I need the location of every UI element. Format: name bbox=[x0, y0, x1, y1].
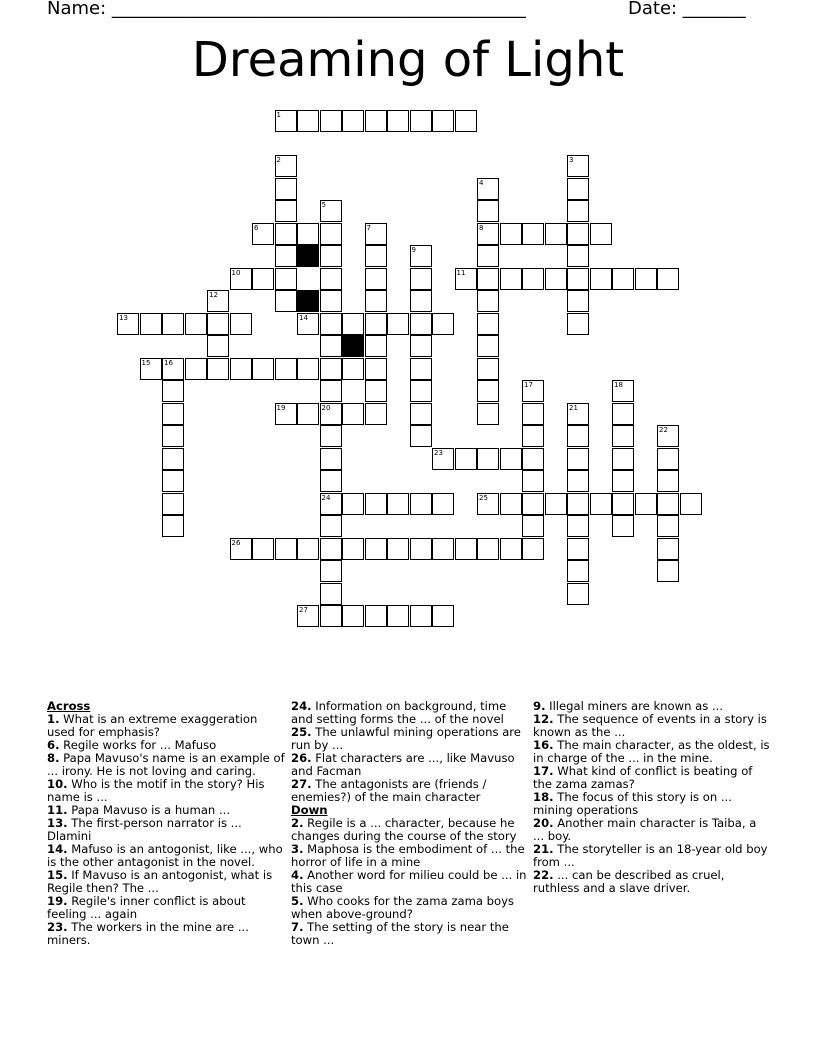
crossword-cell-9[interactable] bbox=[410, 245, 432, 267]
crossword-cell[interactable] bbox=[410, 425, 432, 447]
crossword-cell[interactable] bbox=[567, 290, 589, 312]
crossword-cell-19[interactable] bbox=[275, 403, 297, 425]
crossword-cell[interactable] bbox=[365, 538, 387, 560]
crossword-cell[interactable] bbox=[342, 605, 364, 627]
crossword-cell[interactable] bbox=[567, 560, 589, 582]
across-heading: Across bbox=[47, 699, 91, 713]
crossword-cell[interactable] bbox=[522, 223, 544, 245]
crossword-cell[interactable] bbox=[275, 358, 297, 380]
crossword-cell[interactable] bbox=[410, 335, 432, 357]
clue-down-12: 12. The sequence of events in a story is known as the ... bbox=[533, 712, 767, 739]
crossword-cell[interactable] bbox=[320, 583, 342, 605]
cell-number: 13 bbox=[119, 313, 128, 322]
cell-number: 27 bbox=[299, 606, 308, 614]
crossword-cell[interactable] bbox=[365, 358, 387, 380]
crossword-cell[interactable] bbox=[567, 200, 589, 222]
crossword-cell[interactable] bbox=[500, 448, 522, 470]
crossword-cell[interactable] bbox=[320, 448, 342, 470]
crossword-cell[interactable] bbox=[320, 335, 342, 357]
crossword-cell[interactable] bbox=[612, 268, 634, 290]
clue-down-3: 3. Maphosa is the embodiment of ... the horror of life in a mine bbox=[291, 842, 525, 869]
crossword-cell[interactable] bbox=[612, 515, 634, 537]
crossword-cell[interactable] bbox=[410, 380, 432, 402]
crossword-cell[interactable] bbox=[545, 493, 567, 515]
crossword-cell[interactable] bbox=[522, 448, 544, 470]
cell-number: 22 bbox=[659, 426, 668, 434]
crossword-cell[interactable] bbox=[320, 313, 342, 335]
crossword-cell[interactable] bbox=[522, 470, 544, 492]
clue-across-26: 26. Flat characters are ..., like Mavuso and Facman bbox=[291, 751, 515, 778]
cell-number: 24 bbox=[321, 493, 331, 502]
clue-across-13: 13. The first-person narrator is ... Dlamini bbox=[47, 816, 242, 843]
crossword-cell-7[interactable] bbox=[365, 223, 387, 245]
clue-across-11: 11. Papa Mavuso is a human ... bbox=[47, 803, 231, 817]
crossword-cell[interactable] bbox=[635, 493, 657, 515]
clue-across-15: 15. If Mavuso is an antogonist, what is Regile then? The ... bbox=[47, 868, 273, 895]
crossword-cell[interactable] bbox=[320, 290, 342, 312]
crossword-cell[interactable] bbox=[612, 493, 634, 515]
crossword-cell[interactable] bbox=[320, 560, 342, 582]
cell-number: 9 bbox=[411, 246, 416, 254]
crossword-cell[interactable] bbox=[657, 470, 679, 492]
crossword-cell[interactable] bbox=[320, 380, 342, 402]
crossword-cell-14[interactable] bbox=[297, 313, 319, 335]
clue-across-14: 14. Mafuso is an antogonist, like ..., who is the other antagonist in the novel. bbox=[47, 842, 283, 869]
crossword-cell-27[interactable] bbox=[297, 605, 319, 627]
crossword-cell-8[interactable] bbox=[477, 223, 499, 245]
crossword-cell[interactable] bbox=[567, 313, 589, 335]
crossword-cell[interactable] bbox=[365, 268, 387, 290]
crossword-cell[interactable] bbox=[567, 538, 589, 560]
crossword-cell[interactable] bbox=[477, 448, 499, 470]
crossword-cell-18[interactable] bbox=[612, 380, 634, 402]
crossword-cell[interactable] bbox=[567, 470, 589, 492]
crossword-cell[interactable] bbox=[162, 448, 184, 470]
crossword-cell[interactable] bbox=[387, 605, 409, 627]
crossword-cell[interactable] bbox=[657, 448, 679, 470]
clues-column-1 bbox=[47, 700, 285, 947]
crossword-cell[interactable] bbox=[320, 470, 342, 492]
crossword-cell[interactable] bbox=[455, 110, 477, 132]
cell-number: 20 bbox=[321, 403, 331, 412]
down-heading: Down bbox=[291, 803, 328, 817]
clue-down-22: 22. ... can be described as cruel, ruthless and a slave driver. bbox=[533, 868, 725, 895]
crossword-cell[interactable] bbox=[410, 605, 432, 627]
crossword-cell[interactable] bbox=[522, 268, 544, 290]
crossword-cell[interactable] bbox=[320, 425, 342, 447]
crossword-cell[interactable] bbox=[567, 425, 589, 447]
crossword-cell[interactable] bbox=[477, 290, 499, 312]
crossword-cell[interactable] bbox=[612, 448, 634, 470]
crossword-cell[interactable] bbox=[567, 515, 589, 537]
crossword-cell[interactable] bbox=[522, 403, 544, 425]
crossword-cell[interactable] bbox=[207, 313, 229, 335]
crossword-cell[interactable] bbox=[230, 313, 252, 335]
crossword-cell[interactable] bbox=[522, 493, 544, 515]
cell-number: 21 bbox=[569, 403, 578, 412]
crossword-cell[interactable] bbox=[162, 313, 184, 335]
crossword-cell[interactable] bbox=[320, 268, 342, 290]
clue-down-21: 21. The storyteller is an 18-year old boy from ... bbox=[533, 842, 768, 869]
crossword-cell[interactable] bbox=[365, 290, 387, 312]
clue-across-27: 27. The antagonists are (friends / enemies?) of the main character bbox=[291, 777, 487, 804]
crossword-cell[interactable] bbox=[410, 290, 432, 312]
crossword-cell[interactable] bbox=[320, 223, 342, 245]
crossword-cell[interactable] bbox=[275, 290, 297, 312]
crossword-cell[interactable] bbox=[252, 268, 274, 290]
crossword-cell[interactable] bbox=[387, 313, 409, 335]
crossword-cell[interactable] bbox=[275, 268, 297, 290]
cell-number: 25 bbox=[479, 493, 488, 502]
crossword-cell[interactable] bbox=[275, 245, 297, 267]
crossword-cell[interactable] bbox=[342, 403, 364, 425]
crossword-cell[interactable] bbox=[612, 425, 634, 447]
crossword-cell[interactable] bbox=[567, 448, 589, 470]
crossword-cell[interactable] bbox=[590, 223, 612, 245]
clue-across-6: 6. Regile works for ... Mafuso bbox=[47, 738, 217, 752]
crossword-cell[interactable] bbox=[320, 515, 342, 537]
crossword-cell[interactable] bbox=[657, 268, 679, 290]
cell-number: 1 bbox=[276, 111, 281, 119]
cell-number: 26 bbox=[231, 538, 241, 547]
clue-across-25: 25. The unlawful mining operations are run by ... bbox=[291, 725, 521, 752]
crossword-cell[interactable] bbox=[185, 358, 207, 380]
crossword-cell-25[interactable] bbox=[477, 493, 499, 515]
crossword-cell[interactable] bbox=[567, 583, 589, 605]
cell-number: 10 bbox=[231, 268, 241, 277]
crossword-cell[interactable] bbox=[522, 515, 544, 537]
crossword-cell[interactable] bbox=[320, 245, 342, 267]
cell-number: 8 bbox=[479, 223, 484, 232]
crossword-cell[interactable] bbox=[545, 268, 567, 290]
crossword-cell[interactable] bbox=[342, 493, 364, 515]
crossword-cell[interactable] bbox=[567, 245, 589, 267]
crossword-cell[interactable] bbox=[275, 178, 297, 200]
black-square bbox=[342, 335, 364, 357]
crossword-cell[interactable] bbox=[252, 358, 274, 380]
crossword-cell-21[interactable] bbox=[567, 403, 589, 425]
crossword-cell[interactable] bbox=[140, 313, 162, 335]
crossword-cell[interactable] bbox=[657, 538, 679, 560]
crossword-cell-26[interactable] bbox=[230, 538, 252, 560]
crossword-cell[interactable] bbox=[657, 493, 679, 515]
crossword-cell[interactable] bbox=[477, 538, 499, 560]
clue-across-8: 8. Papa Mavuso's name is an example of ... irony. He is not loving and caring. bbox=[47, 751, 285, 778]
crossword-cell[interactable] bbox=[432, 538, 454, 560]
crossword-cell-10[interactable] bbox=[230, 268, 252, 290]
name-field-label: Name: ______________________________________________ bbox=[47, 0, 526, 19]
crossword-cell[interactable] bbox=[410, 313, 432, 335]
cell-number: 6 bbox=[254, 223, 259, 232]
crossword-cell[interactable] bbox=[590, 493, 612, 515]
crossword-cell-12[interactable] bbox=[207, 290, 229, 312]
cell-number: 4 bbox=[479, 178, 484, 187]
crossword-cell[interactable] bbox=[297, 110, 319, 132]
crossword-cell[interactable] bbox=[477, 403, 499, 425]
crossword-cell[interactable] bbox=[387, 493, 409, 515]
crossword-cell[interactable] bbox=[162, 403, 184, 425]
clue-down-20: 20. Another main character is Taiba, a ... boy. bbox=[533, 816, 757, 843]
crossword-cell[interactable] bbox=[477, 313, 499, 335]
cell-number: 11 bbox=[456, 268, 466, 277]
crossword-cell-15[interactable] bbox=[140, 358, 162, 380]
crossword-cell[interactable] bbox=[477, 358, 499, 380]
clue-down-7: 7. The setting of the story is near the town ... bbox=[291, 920, 509, 947]
crossword-cell[interactable] bbox=[387, 538, 409, 560]
crossword-cell[interactable] bbox=[252, 538, 274, 560]
date-field-label: Date: _______ bbox=[628, 0, 746, 19]
clue-down-4: 4. Another word for milieu could be ... in this case bbox=[291, 868, 527, 895]
crossword-cell[interactable] bbox=[612, 470, 634, 492]
crossword-cell[interactable] bbox=[567, 178, 589, 200]
crossword-cell[interactable] bbox=[522, 425, 544, 447]
crossword-cell[interactable] bbox=[365, 380, 387, 402]
crossword-cell[interactable] bbox=[162, 425, 184, 447]
crossword-cell-22[interactable] bbox=[657, 425, 679, 447]
clue-across-10: 10. Who is the motif in the story? His name is ... bbox=[47, 777, 265, 804]
crossword-cell[interactable] bbox=[680, 493, 702, 515]
crossword-cell[interactable] bbox=[275, 223, 297, 245]
crossword-cell-6[interactable] bbox=[252, 223, 274, 245]
clues-column-3 bbox=[533, 700, 771, 895]
crossword-cell[interactable] bbox=[365, 245, 387, 267]
crossword-cell[interactable] bbox=[387, 110, 409, 132]
clue-across-1: 1. What is an extreme exaggeration used for emphasis? bbox=[47, 712, 258, 739]
crossword-cell-1[interactable] bbox=[275, 110, 297, 132]
crossword-cell[interactable] bbox=[342, 110, 364, 132]
crossword-cell[interactable] bbox=[410, 538, 432, 560]
crossword-cell[interactable] bbox=[342, 313, 364, 335]
crossword-cell-16[interactable] bbox=[162, 358, 184, 380]
cell-number: 15 bbox=[141, 358, 151, 367]
crossword-cell[interactable] bbox=[455, 538, 477, 560]
crossword-cell[interactable] bbox=[365, 313, 387, 335]
crossword-cell[interactable] bbox=[657, 560, 679, 582]
cell-number: 3 bbox=[569, 156, 574, 164]
crossword-cell[interactable] bbox=[432, 605, 454, 627]
clue-down-18: 18. The focus of this story is on ... mining operations bbox=[533, 790, 732, 817]
crossword-cell[interactable] bbox=[162, 380, 184, 402]
crossword-cell[interactable] bbox=[432, 493, 454, 515]
crossword-cell[interactable] bbox=[275, 200, 297, 222]
crossword-cell[interactable] bbox=[477, 380, 499, 402]
crossword-cell[interactable] bbox=[567, 268, 589, 290]
crossword-cell[interactable] bbox=[477, 200, 499, 222]
crossword-cell-24[interactable] bbox=[320, 493, 342, 515]
crossword-cell[interactable] bbox=[410, 268, 432, 290]
crossword-cell[interactable] bbox=[320, 358, 342, 380]
crossword-cell[interactable] bbox=[297, 358, 319, 380]
clue-down-17: 17. What kind of conflict is beating of the zama zamas? bbox=[533, 764, 753, 791]
crossword-cell[interactable] bbox=[342, 358, 364, 380]
crossword-cell[interactable] bbox=[320, 110, 342, 132]
crossword-cell[interactable] bbox=[657, 515, 679, 537]
crossword-cell[interactable] bbox=[365, 493, 387, 515]
crossword-cell[interactable] bbox=[410, 403, 432, 425]
cell-number: 5 bbox=[321, 201, 326, 209]
clue-across-19: 19. Regile's inner conflict is about feeling ... again bbox=[47, 894, 246, 921]
crossword-cell[interactable] bbox=[612, 403, 634, 425]
crossword-cell-11[interactable] bbox=[455, 268, 477, 290]
crossword-cell[interactable] bbox=[207, 358, 229, 380]
crossword-cell[interactable] bbox=[410, 110, 432, 132]
crossword-cell[interactable] bbox=[567, 493, 589, 515]
crossword-cell[interactable] bbox=[567, 223, 589, 245]
crossword-cell[interactable] bbox=[162, 493, 184, 515]
black-square bbox=[297, 290, 319, 312]
crossword-cell[interactable] bbox=[365, 403, 387, 425]
crossword-cell[interactable] bbox=[635, 268, 657, 290]
crossword-cell[interactable] bbox=[432, 313, 454, 335]
crossword-cell[interactable] bbox=[297, 403, 319, 425]
cell-number: 2 bbox=[276, 156, 281, 164]
cell-number: 14 bbox=[299, 313, 308, 322]
crossword-cell[interactable] bbox=[477, 268, 499, 290]
crossword-cell[interactable] bbox=[207, 335, 229, 357]
clues-column-2 bbox=[291, 700, 529, 947]
crossword-cell[interactable] bbox=[365, 605, 387, 627]
cell-number: 12 bbox=[209, 291, 218, 299]
crossword-cell[interactable] bbox=[590, 268, 612, 290]
crossword-cell-23[interactable] bbox=[432, 448, 454, 470]
black-square bbox=[297, 245, 319, 267]
crossword-cell[interactable] bbox=[455, 448, 477, 470]
crossword-cell[interactable] bbox=[410, 358, 432, 380]
crossword-cell[interactable] bbox=[365, 335, 387, 357]
crossword-cell[interactable] bbox=[297, 223, 319, 245]
crossword-cell[interactable] bbox=[162, 470, 184, 492]
cell-number: 19 bbox=[276, 403, 286, 412]
clue-across-23: 23. The workers in the mine are ... miners. bbox=[47, 920, 249, 947]
crossword-cell[interactable] bbox=[297, 538, 319, 560]
crossword-cell[interactable] bbox=[230, 358, 252, 380]
crossword-cell[interactable] bbox=[522, 538, 544, 560]
crossword-cell[interactable] bbox=[477, 245, 499, 267]
crossword-cell[interactable] bbox=[320, 605, 342, 627]
crossword-cell[interactable] bbox=[162, 515, 184, 537]
crossword-cell[interactable] bbox=[477, 335, 499, 357]
crossword-cell[interactable] bbox=[365, 110, 387, 132]
cell-number: 7 bbox=[366, 223, 371, 232]
crossword-cell[interactable] bbox=[500, 223, 522, 245]
clue-across-24: 24. Information on background, time and setting forms the ... of the novel bbox=[291, 699, 507, 726]
crossword-cell[interactable] bbox=[185, 313, 207, 335]
cell-number: 16 bbox=[164, 358, 173, 367]
clue-down-16: 16. The main character, as the oldest, is in charge of the ... in the mine. bbox=[533, 738, 770, 765]
crossword-cell[interactable] bbox=[545, 223, 567, 245]
crossword-cell-2[interactable] bbox=[275, 155, 297, 177]
crossword-cell[interactable] bbox=[320, 538, 342, 560]
cell-number: 18 bbox=[614, 381, 623, 389]
crossword-cell[interactable] bbox=[500, 493, 522, 515]
crossword-cell-17[interactable] bbox=[522, 380, 544, 402]
crossword-cell-20[interactable] bbox=[320, 403, 342, 425]
cell-number: 17 bbox=[524, 381, 533, 389]
crossword-cell[interactable] bbox=[342, 538, 364, 560]
crossword-cell-3[interactable] bbox=[567, 155, 589, 177]
crossword-cell[interactable] bbox=[275, 538, 297, 560]
clue-down-9: 9. Illegal miners are known as ... bbox=[533, 699, 724, 713]
puzzle-title: Dreaming of Light bbox=[191, 32, 625, 88]
cell-number: 23 bbox=[434, 448, 443, 457]
clue-down-2: 2. Regile is a ... character, because he changes during the course of the story bbox=[291, 816, 517, 843]
crossword-cell-4[interactable] bbox=[477, 178, 499, 200]
crossword-cell[interactable] bbox=[410, 493, 432, 515]
crossword-cell[interactable] bbox=[500, 268, 522, 290]
crossword-cell-13[interactable] bbox=[117, 313, 139, 335]
crossword-cell-5[interactable] bbox=[320, 200, 342, 222]
crossword-cell[interactable] bbox=[500, 538, 522, 560]
crossword-cell[interactable] bbox=[432, 110, 454, 132]
clue-down-5: 5. Who cooks for the zama zama boys when above-ground? bbox=[291, 894, 515, 921]
